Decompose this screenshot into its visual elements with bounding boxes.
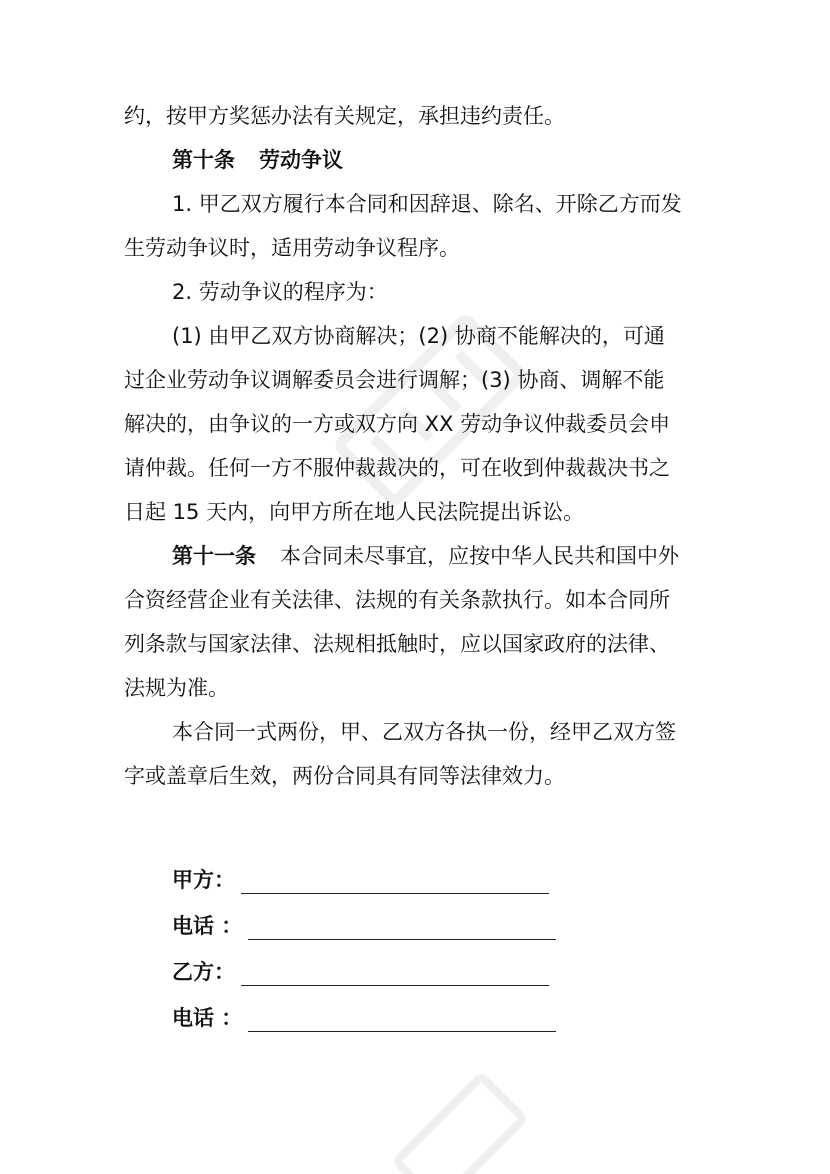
article-11-text: 本合同未尽事宜，应按中华人民共和国中外	[280, 544, 679, 568]
contract-body	[124, 103, 714, 807]
party-b-row	[172, 940, 556, 986]
paragraph-line: 过企业劳动争议调解委员会进行调解；(3) 协商、调解不能	[124, 368, 665, 392]
article-11-number: 第十一条	[172, 544, 256, 568]
paragraph-line: 列条款与国家法律、法规相抵触时，应以国家政府的法律、	[124, 632, 670, 656]
phone-b-line[interactable]	[248, 1005, 556, 1032]
paragraph-line: (1) 由甲乙双方协商解决；(2) 协商不能解决的，可通	[172, 324, 665, 348]
paragraph-line: 约，按甲方奖惩办法有关规定，承担违约责任。	[124, 104, 565, 128]
paragraph-line: 生劳动争议时，适用劳动争议程序。	[124, 236, 460, 260]
article-11-line	[124, 543, 714, 587]
party-b-signature-line[interactable]	[241, 959, 549, 986]
party-a-signature-line[interactable]	[241, 867, 549, 894]
article-10-title: 劳动争议	[259, 148, 343, 172]
signature-block	[172, 848, 556, 1032]
paragraph-line: 法规为准。	[124, 676, 229, 700]
paragraph-line: 日起 15 天内，向甲方所在地人民法院提出诉讼。	[124, 500, 585, 524]
phone-a-row	[172, 894, 556, 940]
phone-a-line[interactable]	[248, 913, 556, 940]
article-10-heading	[124, 147, 714, 191]
party-a-label: 甲方：	[172, 868, 235, 892]
paragraph-line: 字或盖章后生效，两份合同具有同等法律效力。	[124, 764, 565, 788]
paragraph-line: 1. 甲乙双方履行本合同和因辞退、除名、开除乙方而发	[172, 192, 682, 216]
paragraph-line: 解决的，由争议的一方或双方向 XX 劳动争议仲裁委员会申	[124, 412, 671, 436]
phone-a-label: 电话 ：	[172, 914, 243, 938]
article-10-number: 第十条	[172, 148, 235, 172]
phone-b-row	[172, 986, 556, 1032]
watermark-bottom-icon	[380, 1060, 540, 1174]
paragraph-line: 2. 劳动争议的程序为：	[172, 280, 388, 304]
paragraph-line: 本合同一式两份，甲、乙双方各执一份，经甲乙双方签	[172, 720, 676, 744]
paragraph-line: 请仲裁。任何一方不服仲裁裁决的，可在收到仲裁裁决书之	[124, 456, 670, 480]
phone-b-label: 电话 ：	[172, 1006, 243, 1030]
party-b-label: 乙方：	[172, 960, 235, 984]
party-a-row	[172, 848, 556, 894]
paragraph-line: 合资经营企业有关法律、法规的有关条款执行。如本合同所	[124, 588, 670, 612]
